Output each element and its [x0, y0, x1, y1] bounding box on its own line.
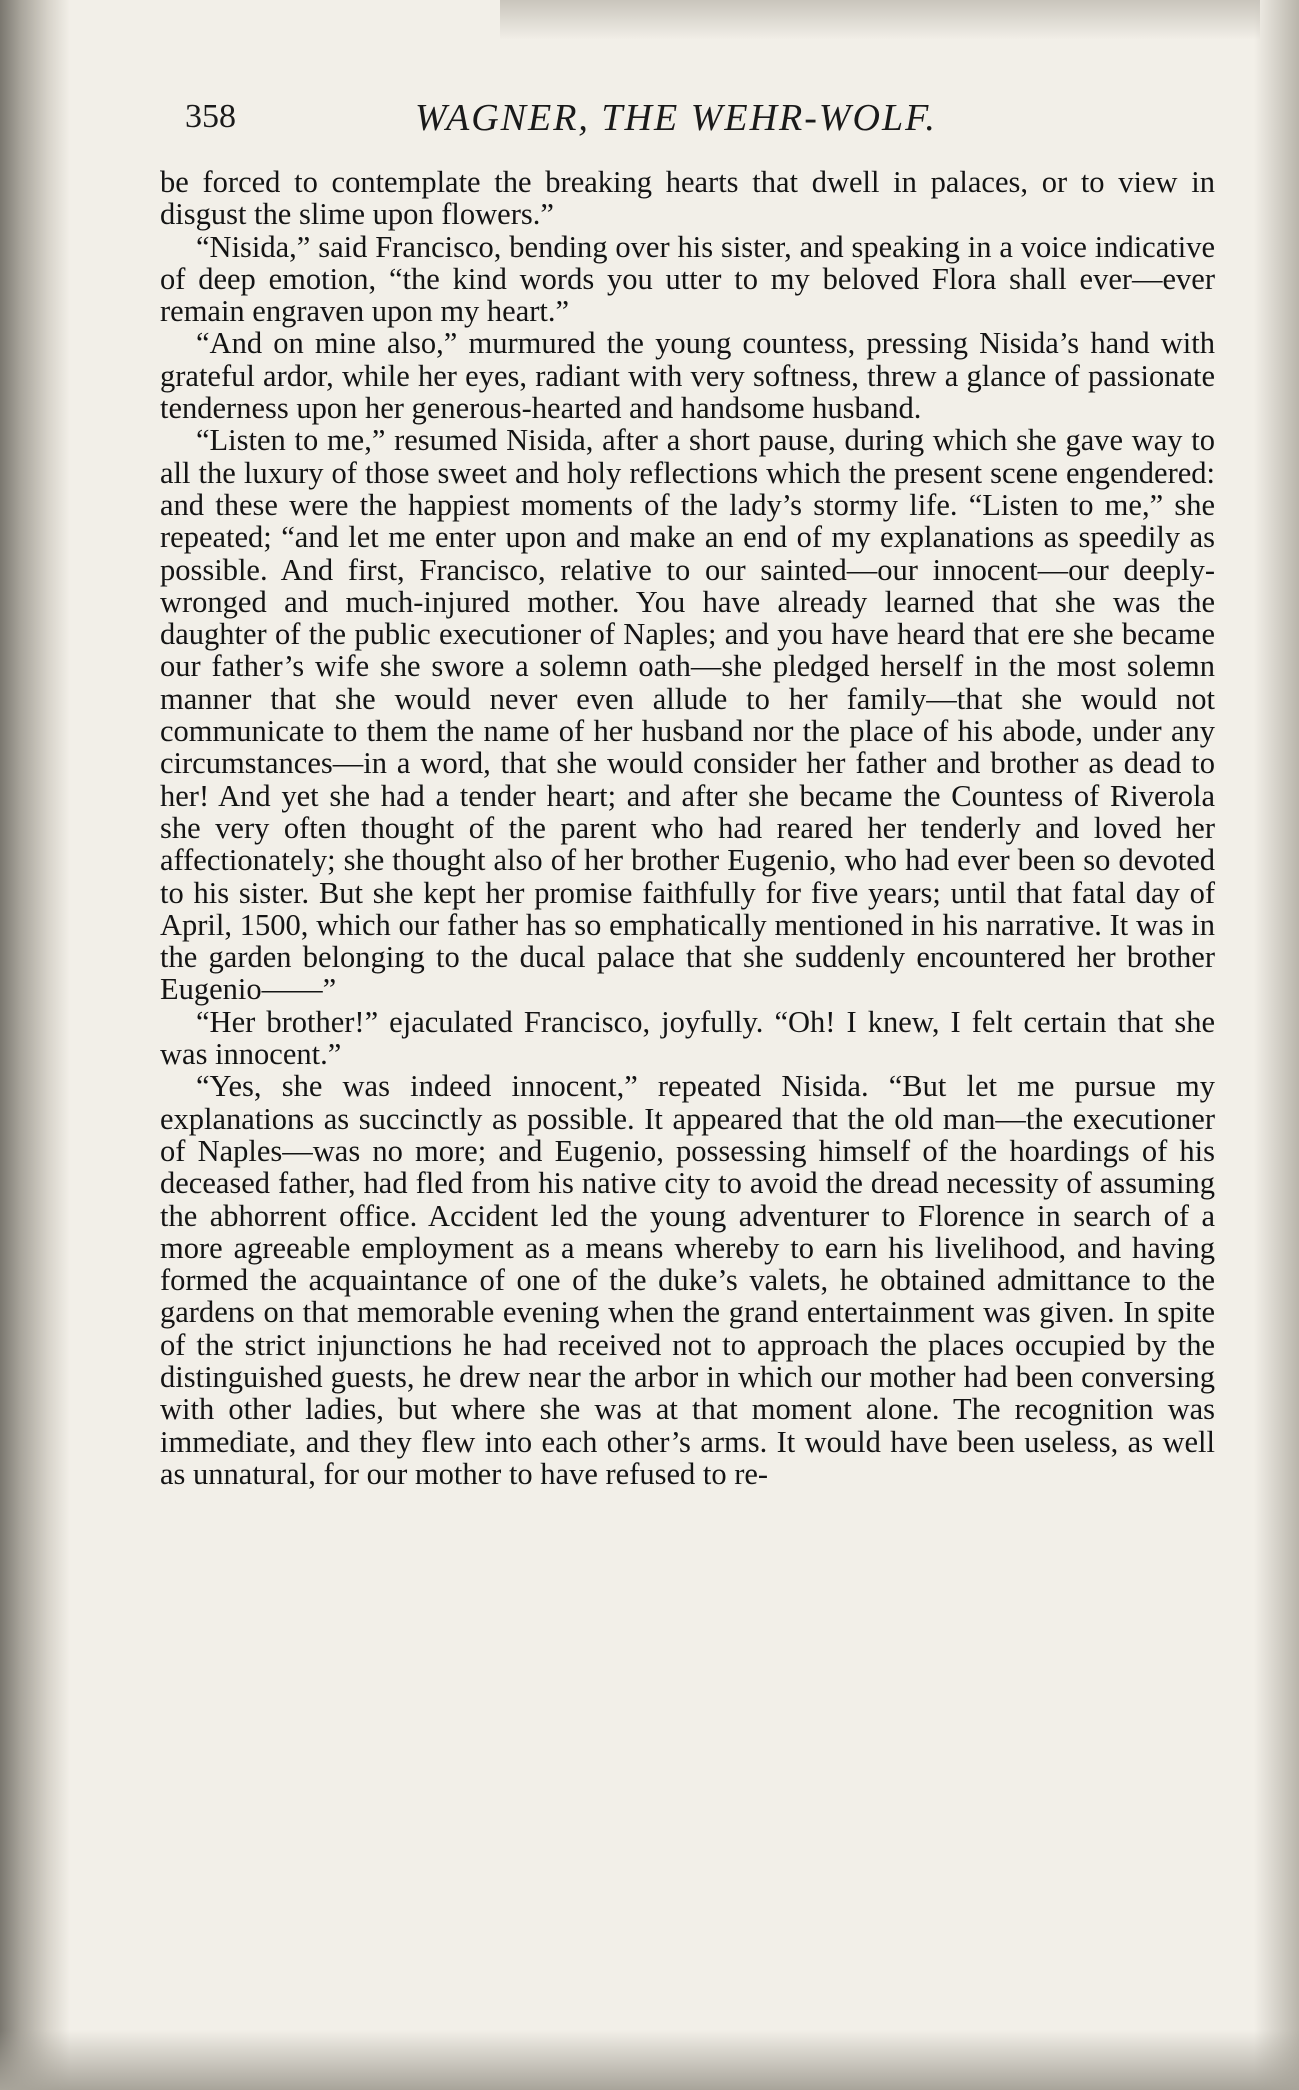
scan-edge-top [500, 0, 1260, 40]
paragraph: “Yes, she was indeed innocent,” repeated Nisida. “But let me pursue my explanations as succinctly as possible. It appeared that the old man—the executioner of Naples—was no more; and Eugenio, possessing himself of the hoardings of his deceased father, had fled from his native city to avoid the dread necessity of assuming the abhorrent office. Accident led the young adventurer to Florence in search of a more agreeable employment as a means whereby to earn his livelihood, and having formed the acquaintance of one of the duke’s valets, he obtained admittance to the gardens on that memorable evening when the grand entertainment was given. In spite of the strict injunctions he had received not to approach the places occupied by the distinguished guests, he drew near the arbor in which our mother had been conversing with other ladies, but where she was at that moment alone. The recognition was immediate, and they flew into each other’s arms. It would have been useless, as well as unnatural, for our mother to have refused to re- [160, 1069, 1215, 1491]
body-text [160, 166, 1215, 1490]
running-title: WAGNER, THE WEHR-WOLF. [415, 97, 937, 139]
page-number: 358 [185, 98, 236, 135]
scan-edge-bottom [0, 2030, 1299, 2090]
paragraph: “Her brother!” ejaculated Francisco, joyfully. “Oh! I knew, I felt certain that she was innocent.” [160, 1004, 1215, 1072]
paragraph: “Listen to me,” resumed Nisida, after a short pause, during which she gave way to all the luxury of those sweet and holy reflections which the present scene engendered: and these were the happiest moments of the lady’s stormy life. “Listen to me,” she repeated; “and let me enter upon and make an end of my explanations as speedily as possible. And first, Francisco, relative to our sainted—our innocent—our deeply-wronged and much-injured mother. You have already learned that she was the daughter of the public executioner of Naples; and you have heard that ere she became our father’s wife she swore a solemn oath—she pledged herself in the most solemn manner that she would never even allude to her family—that she would not communicate to them the name of her husband nor the place of his abode, under any circumstances—in a word, that she would consider her father and brother as dead to her! And yet she had a tender heart; and after she became the Countess of Riverola she very often thought of the parent who had reared her tenderly and loved her affectionately; she thought also of her brother Eugenio, who had ever been so devoted to his sister. But she kept her promise faithfully for five years; until that fatal day of April, 1500, which our father has so emphatically mentioned in his narrative. It was in the garden belonging to the ducal palace that she suddenly encountered her brother Eugenio——” [160, 423, 1215, 1007]
scan-edge-right [1254, 0, 1299, 2090]
scan-edge-left [0, 0, 70, 2090]
paragraph: “Nisida,” said Francisco, bending over his sister, and speaking in a voice indicative of deep emotion, “the kind words you utter to my beloved Flora shall ever—ever remain engraven upon my heart.” [160, 229, 1215, 329]
page-header [185, 92, 1215, 152]
paragraph: “And on mine also,” murmured the young countess, pressing Nisida’s hand with grateful ardor, while her eyes, radiant with very softness, threw a glance of passionate tenderness upon her generous-hearted and handsome husband. [160, 326, 1215, 426]
paragraph: be forced to contemplate the breaking hearts that dwell in palaces, or to view in disgust the slime upon flowers.” [160, 165, 1215, 232]
